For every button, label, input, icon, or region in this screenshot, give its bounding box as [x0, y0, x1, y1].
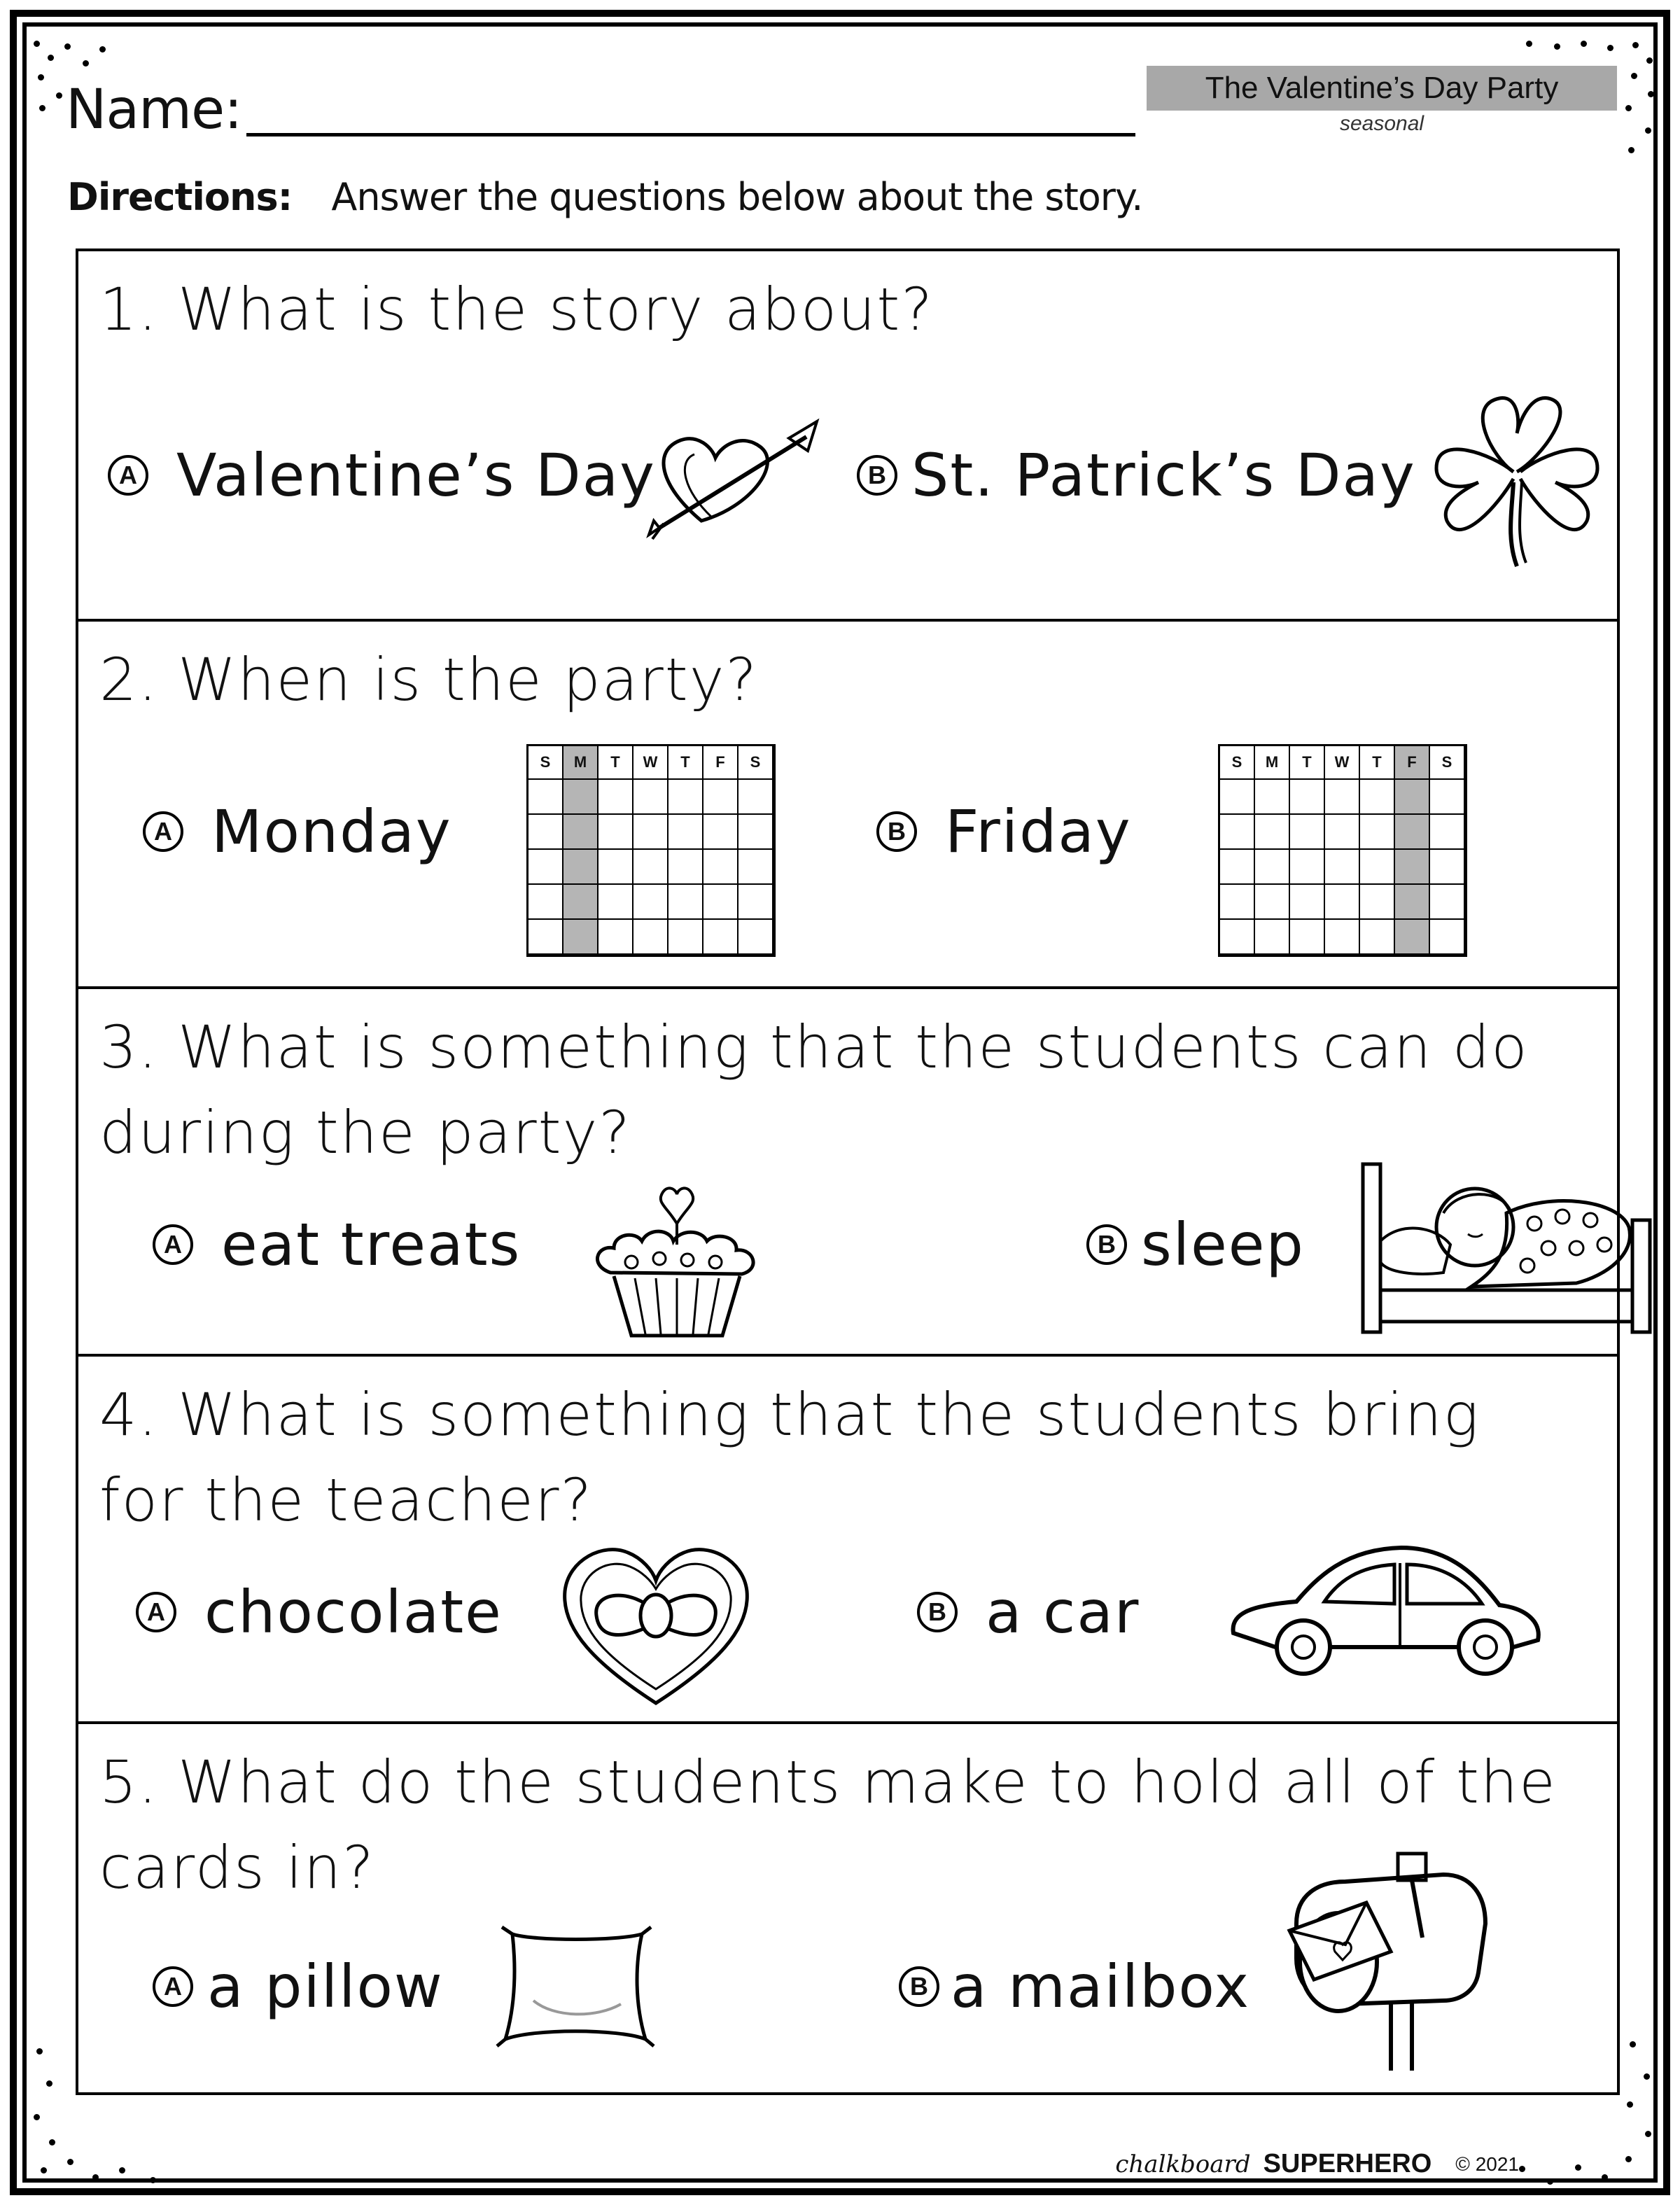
question-number: 3.	[99, 1013, 159, 1082]
option-letter-a: A	[143, 811, 183, 852]
question-5-option-b[interactable]	[899, 1948, 1250, 2025]
question-1-option-a[interactable]	[108, 437, 656, 514]
option-label: Valentine’s Day	[176, 441, 656, 510]
footer-brand	[1115, 2149, 1519, 2179]
calendar-friday-icon: S M T W T F S	[1218, 744, 1467, 957]
sleeping-bed-icon	[1352, 1150, 1660, 1346]
option-label: chocolate	[204, 1578, 503, 1646]
calendar-monday-icon: S M T W T F S	[526, 744, 776, 957]
heart-arrow-icon	[645, 409, 827, 542]
question-4-option-b[interactable]	[917, 1574, 1140, 1651]
cupcake-icon	[582, 1168, 771, 1343]
option-letter-a: A	[153, 1224, 193, 1265]
heart-chocolate-box-icon	[554, 1532, 757, 1714]
question-prompt: What is something that the students can do during the party?	[99, 1013, 1529, 1167]
directions-label: Directions:	[67, 175, 293, 219]
question-3-option-b[interactable]	[1086, 1206, 1305, 1283]
worksheet-title: The Valentine’s Day Party	[1147, 66, 1617, 111]
option-label: sleep	[1141, 1210, 1305, 1279]
question-4-option-a[interactable]	[136, 1574, 503, 1651]
option-label: St. Patrick’s Day	[911, 441, 1416, 510]
pillow-icon	[491, 1924, 659, 2050]
question-5	[78, 1721, 1617, 2092]
question-3	[78, 986, 1617, 1354]
option-label: a mailbox	[951, 1952, 1250, 2021]
directions	[67, 175, 1142, 219]
option-letter-b: B	[857, 455, 897, 496]
question-1-option-b[interactable]	[857, 437, 1416, 514]
brand-script-text: chalkboard	[1115, 2150, 1251, 2178]
car-icon	[1219, 1535, 1548, 1682]
option-letter-a: A	[108, 455, 148, 496]
option-letter-b: B	[1086, 1224, 1127, 1265]
option-letter-a: A	[136, 1592, 176, 1632]
question-2-text	[99, 637, 1583, 722]
question-3-option-a[interactable]	[153, 1206, 521, 1283]
option-letter-b: B	[917, 1592, 958, 1632]
question-prompt: What do the students make to hold all of the cards in?	[99, 1748, 1557, 1902]
brand-logo-text: SUPERHERO	[1263, 2149, 1432, 2178]
question-2-option-a[interactable]	[143, 793, 452, 870]
option-letter-a: A	[153, 1966, 193, 2007]
question-1-text	[99, 267, 1583, 352]
question-prompt: What is the story about?	[178, 275, 934, 344]
option-letter-b: B	[876, 811, 917, 852]
option-label: Friday	[945, 797, 1132, 866]
question-number: 4.	[99, 1380, 159, 1449]
option-label: a pillow	[207, 1952, 444, 2021]
four-leaf-clover-icon	[1422, 391, 1611, 573]
copyright-text: © 2021	[1455, 2152, 1519, 2175]
question-4	[78, 1354, 1617, 1721]
name-input-line[interactable]	[246, 133, 1135, 136]
option-label: a car	[986, 1578, 1140, 1646]
question-prompt: When is the party?	[178, 645, 758, 714]
question-2	[78, 619, 1617, 986]
question-table	[76, 248, 1620, 2095]
question-number: 2.	[99, 645, 159, 714]
question-1	[78, 251, 1617, 619]
option-label: Monday	[211, 797, 452, 866]
directions-text: Answer the questions below about the story.	[331, 175, 1143, 219]
mailbox-icon	[1268, 1847, 1506, 2078]
worksheet-subtitle: seasonal	[1339, 112, 1424, 135]
question-4-text	[99, 1372, 1583, 1543]
option-label: eat treats	[221, 1210, 522, 1279]
question-prompt: What is something that the students bring for the teacher?	[99, 1380, 1480, 1534]
question-number: 1.	[99, 275, 159, 344]
option-letter-b: B	[899, 1966, 939, 2007]
question-2-option-b[interactable]	[876, 793, 1132, 870]
name-label: Name:	[66, 78, 242, 141]
question-5-option-a[interactable]	[153, 1948, 444, 2025]
question-number: 5.	[99, 1748, 159, 1816]
